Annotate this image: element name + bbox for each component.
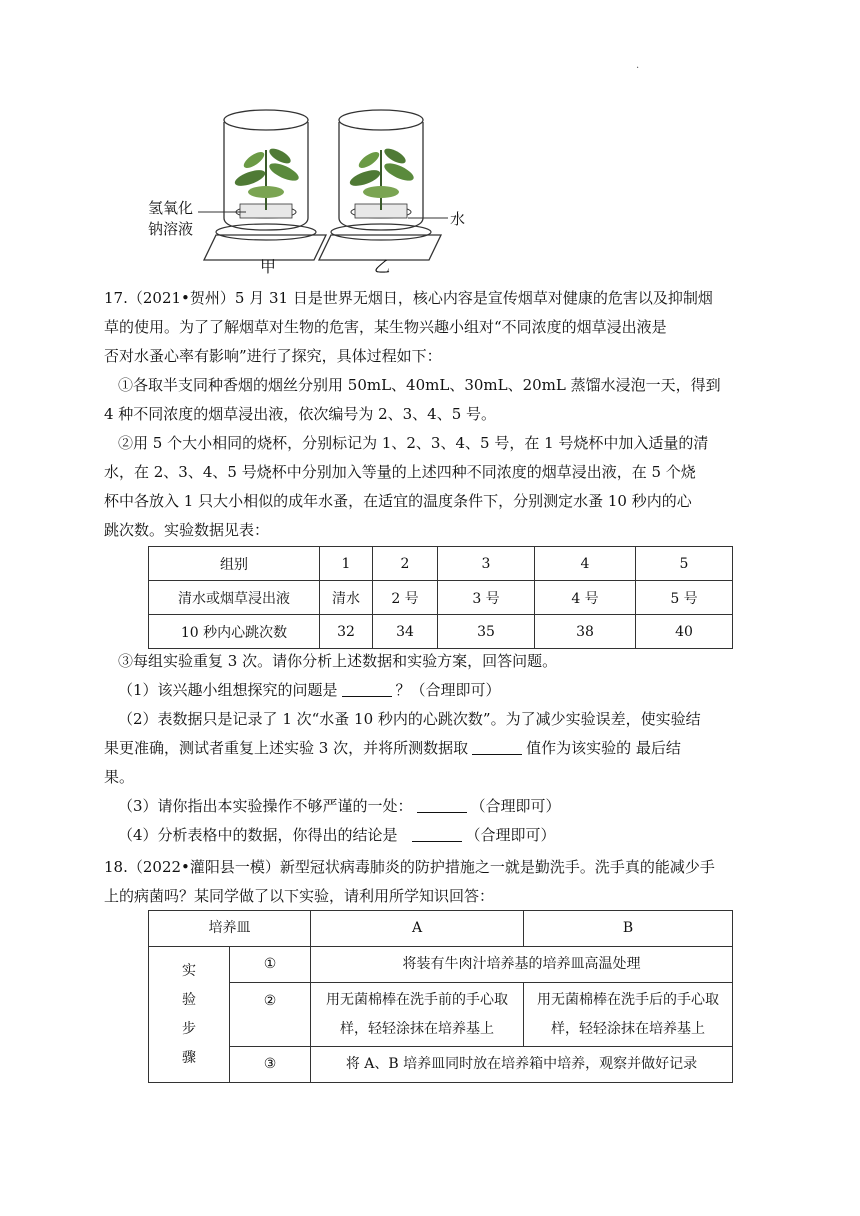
page-dot: . (636, 60, 640, 71)
question-17 (104, 284, 754, 545)
q17-step2d: 跳次数。实验数据见表： (104, 521, 270, 539)
table-cell: 38 (535, 615, 636, 649)
q18-source: （2022•灌阳县一模） (127, 858, 280, 876)
table-cell: 2 (373, 547, 438, 581)
q18-number: 18. (104, 858, 128, 876)
table-cell: 5 号 (636, 581, 733, 615)
answer-blank-1[interactable] (342, 680, 392, 697)
jar-right-icon (319, 110, 441, 260)
table-cell: 清水 (320, 581, 373, 615)
q17-sub4-a: （4）分析表格中的数据，你得出的结论是 (118, 826, 398, 844)
answer-blank-3[interactable] (417, 796, 467, 813)
table-cell: 34 (373, 615, 438, 649)
table-row (149, 911, 733, 947)
table-cell: 32 (320, 615, 373, 649)
answer-blank-4[interactable] (412, 825, 462, 842)
q17-sub2-c: 值作为该实验的 最后结 (526, 739, 681, 757)
q17-step2b: 水，在 2、3、4、5 号烧杯中分别加入等量的上述四种不同浓度的烟草浸出液，在 5 个烧 (104, 463, 696, 481)
steps-label: 实 验 步 骤 (149, 947, 230, 1083)
table-cell: 4 (535, 547, 636, 581)
jar-left-icon (204, 110, 326, 260)
table-cell: ② (230, 983, 311, 1047)
label-naoh-line2: 钠溶液 (148, 220, 194, 238)
table-row (149, 547, 733, 581)
q17-step2a: ②用 5 个大小相同的烧杯，分别标记为 1、2、3、4、5 号，在 1 号烧杯中加入适量的清 (118, 434, 709, 452)
heart-rate-table (148, 546, 733, 649)
q17-sub2-b: 果更准确，测试者重复上述实验 3 次，并将所测数据取 (104, 739, 469, 757)
q17-sub1-a: （1）该兴趣小组想探究的问题是 (118, 681, 338, 699)
q17-line3: 否对水蚤心率有影响”进行了探究，具体过程如下： (104, 347, 442, 365)
table-cell: 用无菌棉棒在洗手前的手心取 样，轻轻涂抹在培养基上 (311, 983, 524, 1047)
question-17-subs (104, 647, 754, 850)
q17-sub2-d: 果。 (104, 768, 135, 786)
table-cell: ③ (230, 1047, 311, 1083)
q17-sub4-b: （合理即可） (465, 826, 556, 844)
q17-step1a: ①各取半支同种香烟的烟丝分别用 50mL、40mL、30mL、20mL 蒸馏水浸泡一天，得到 (118, 376, 721, 394)
q17-step2c: 杯中各放入 1 只大小相似的成年水蚤，在适宜的温度条件下，分别测定水蚤 10 秒内的心 (104, 492, 692, 510)
table-cell: 40 (636, 615, 733, 649)
bell-jar-figure (146, 100, 476, 280)
q17-sub1-b: ？（合理即可） (395, 681, 501, 699)
table-cell: 将 A、B 培养皿同时放在培养箱中培养，观察并做好记录 (311, 1047, 733, 1083)
table-cell: 培养皿 (149, 911, 311, 947)
label-water: 水 (450, 210, 466, 228)
table-cell: 10 秒内心跳次数 (149, 615, 320, 649)
table-row (149, 983, 733, 1047)
q17-source: （2021•贺州） (127, 289, 235, 307)
table-row (149, 581, 733, 615)
table-cell: 清水或烟草浸出液 (149, 581, 320, 615)
table-cell: 4 号 (535, 581, 636, 615)
caption-yi: 乙 (374, 257, 391, 276)
q17-sub2-a: （2）表数据只是记录了 1 次“水蚤 10 秒内的心跳次数”。为了减少实验误差，使实验结 (118, 710, 701, 728)
table-cell: A (311, 911, 524, 947)
table-cell: ① (230, 947, 311, 983)
table-cell: 5 (636, 547, 733, 581)
table-row (149, 947, 733, 983)
q17-line2: 草的使用。为了了解烟草对生物的危害，某生物兴趣小组对“不同浓度的烟草浸出液是 (104, 318, 667, 336)
q17-number: 17. (104, 289, 128, 307)
table-row (149, 1047, 733, 1083)
table-row (149, 615, 733, 649)
table-cell: 2 号 (373, 581, 438, 615)
q17-step3: ③每组实验重复 3 次。请你分析上述数据和实验方案，回答问题。 (118, 652, 558, 670)
table-cell: 3 (438, 547, 535, 581)
label-naoh-line1: 氢氧化 (148, 199, 194, 217)
q17-line1: 5 月 31 日是世界无烟日，核心内容是宣传烟草对健康的危害以及抑制烟 (234, 289, 713, 307)
table-cell: B (524, 911, 733, 947)
answer-blank-2[interactable] (472, 738, 522, 755)
q18-line2: 上的病菌吗？某同学做了以下实验，请利用所学知识回答： (104, 887, 495, 905)
table-cell: 35 (438, 615, 535, 649)
table-cell: 组别 (149, 547, 320, 581)
q17-step1b: 4 种不同浓度的烟草浸出液，依次编号为 2、3、4、5 号。 (104, 405, 497, 423)
table-cell: 用无菌棉棒在洗手后的手心取 样，轻轻涂抹在培养基上 (524, 983, 733, 1047)
caption-jia: 甲 (260, 257, 277, 276)
question-18 (104, 853, 754, 911)
handwash-table (148, 910, 733, 1083)
table-cell: 1 (320, 547, 373, 581)
table-cell: 将装有牛肉汁培养基的培养皿高温处理 (311, 947, 733, 983)
q17-sub3-b: （合理即可） (470, 797, 561, 815)
q17-sub3-a: （3）请你指出本实验操作不够严谨的一处： (118, 797, 413, 815)
table-cell: 3 号 (438, 581, 535, 615)
q18-line1: 新型冠状病毒肺炎的防护措施之一就是勤洗手。洗手真的能减少手 (279, 858, 715, 876)
